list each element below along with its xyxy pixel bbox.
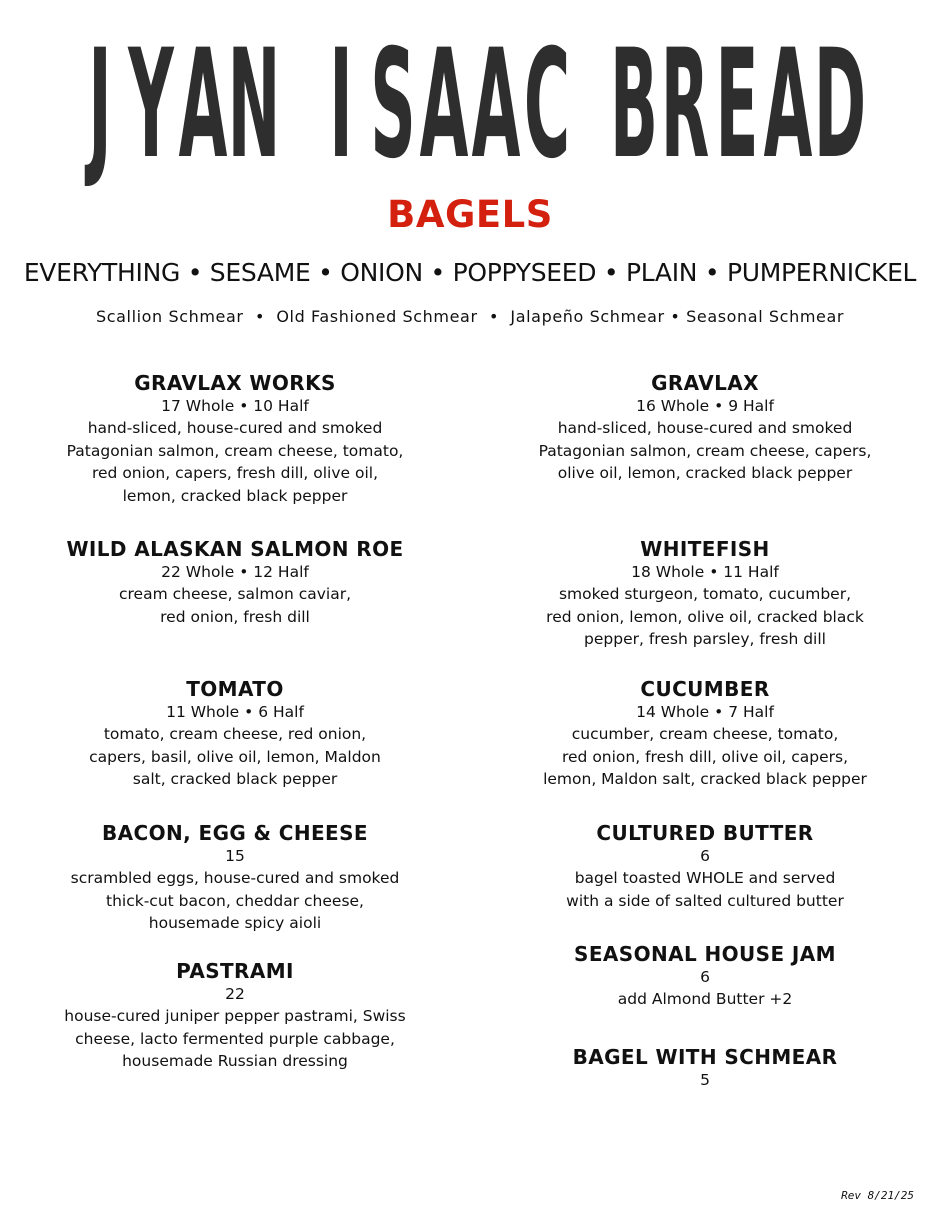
item-description-line: hand-sliced, house-cured and smoked xyxy=(557,419,853,437)
item-description-line: lemon, cracked black pepper xyxy=(122,486,348,505)
menu-item xyxy=(25,821,445,935)
revision-date: Rev 8/21/25 xyxy=(841,1189,914,1202)
item-name: WHITEFISH xyxy=(640,537,770,561)
item-description-line: capers, basil, olive oil, lemon, Maldon xyxy=(89,747,381,766)
item-price: 22 xyxy=(225,985,245,1003)
item-description-line: cucumber, cream cheese, tomato, xyxy=(571,725,839,743)
item-price: 17 Whole • 10 Half xyxy=(161,397,309,415)
menu-item xyxy=(495,537,915,651)
item-name: CUCUMBER xyxy=(640,677,770,701)
item-description-line: add Almond Butter +2 xyxy=(617,990,793,1008)
menu-item xyxy=(495,942,915,1011)
item-description-line: with a side of salted cultured butter xyxy=(566,891,844,910)
logo-letter: A xyxy=(471,18,521,192)
item-description-line: thick-cut bacon, cheddar cheese, xyxy=(106,891,364,910)
menu-item xyxy=(495,821,915,912)
item-description-line: smoked sturgeon, tomato, cucumber, xyxy=(558,585,852,603)
item-name: BACON, EGG & CHEESE xyxy=(102,821,368,845)
item-description-line: olive oil, lemon, cracked black pepper xyxy=(557,464,853,482)
menu-item xyxy=(25,371,445,507)
logo-letter: R xyxy=(661,18,710,192)
item-description-line: tomato, cream cheese, red onion, xyxy=(103,725,367,743)
item-name: TOMATO xyxy=(186,677,284,701)
item-description-line: Patagonian salmon, cream cheese, tomato, xyxy=(66,441,404,460)
item-description-line: pepper, fresh parsley, fresh dill xyxy=(584,630,826,648)
logo-letter: B xyxy=(609,18,658,192)
logo-letter: A xyxy=(419,18,469,192)
item-description-line: red onion, fresh dill, olive oil, capers, xyxy=(561,747,849,766)
item-description-line: red onion, capers, fresh dill, olive oil, xyxy=(91,464,379,482)
logo-letter: A xyxy=(763,18,813,192)
item-description-line: housemade Russian dressing xyxy=(122,1052,348,1070)
menu-item xyxy=(25,537,445,628)
item-description-line: housemade spicy aioli xyxy=(148,914,322,932)
item-price: 6 xyxy=(700,847,710,865)
menu-item xyxy=(495,677,915,791)
schmear-options: Scallion Schmear • Old Fashioned Schmear • Jalapeño Schmear • Seasonal Schmear xyxy=(95,307,845,326)
menu-item xyxy=(495,1045,915,1091)
item-price: 5 xyxy=(700,1071,710,1089)
bagel-flavors: EVERYTHING • SESAME • ONION • POPPYSEED • PLAIN • PUMPERNICKEL xyxy=(23,258,917,287)
logo-letter: Y xyxy=(128,18,175,192)
item-description-line: house-cured juniper pepper pastrami, Swiss xyxy=(64,1007,406,1025)
logo-letter xyxy=(585,48,595,162)
item-description-line: red onion, lemon, olive oil, cracked black xyxy=(546,607,864,626)
item-name: CULTURED BUTTER xyxy=(596,821,814,845)
item-description-line: cheese, lacto fermented purple cabbage, xyxy=(75,1029,395,1048)
menu-item xyxy=(495,371,915,485)
logo-letter: S xyxy=(370,18,416,192)
item-price: 11 Whole • 6 Half xyxy=(166,703,304,721)
logo-letter: E xyxy=(715,18,759,192)
item-name: PASTRAMI xyxy=(176,959,294,983)
logo-letter xyxy=(293,48,303,162)
logo-letter: C xyxy=(523,18,571,192)
item-price: 22 Whole • 12 Half xyxy=(161,563,309,581)
item-price: 6 xyxy=(700,968,710,986)
item-description-line: Patagonian salmon, cream cheese, capers, xyxy=(538,441,872,460)
item-price: 18 Whole • 11 Half xyxy=(631,563,779,581)
item-description-line: cream cheese, salmon caviar, xyxy=(118,585,351,603)
item-name: SEASONAL HOUSE JAM xyxy=(574,942,836,966)
item-description-line: lemon, Maldon salt, cracked black pepper xyxy=(543,770,867,788)
item-name: BAGEL WITH SCHMEAR xyxy=(572,1045,838,1069)
item-price: 15 xyxy=(225,847,245,865)
item-description-line: bagel toasted WHOLE and served xyxy=(574,869,836,887)
logo-letter: I xyxy=(329,18,353,192)
item-price: 16 Whole • 9 Half xyxy=(636,397,774,415)
logo-letter: A xyxy=(178,18,228,192)
item-description-line: red onion, fresh dill xyxy=(160,607,310,626)
item-name: WILD ALASKAN SALMON ROE xyxy=(66,537,404,561)
item-description-line: hand-sliced, house-cured and smoked xyxy=(87,419,383,437)
item-description-line: scrambled eggs, house-cured and smoked xyxy=(70,869,400,887)
section-title: BAGELS xyxy=(387,193,553,236)
item-description-line: salt, cracked black pepper xyxy=(132,770,338,788)
menu-item xyxy=(25,677,445,791)
item-name: GRAVLAX xyxy=(651,371,759,395)
item-name: GRAVLAX WORKS xyxy=(134,371,336,395)
logo xyxy=(80,18,866,192)
logo-letter: J xyxy=(88,18,112,192)
logo-letter: D xyxy=(813,18,866,192)
menu-item xyxy=(25,959,445,1073)
logo-letter: N xyxy=(227,18,281,192)
item-price: 14 Whole • 7 Half xyxy=(636,703,774,721)
